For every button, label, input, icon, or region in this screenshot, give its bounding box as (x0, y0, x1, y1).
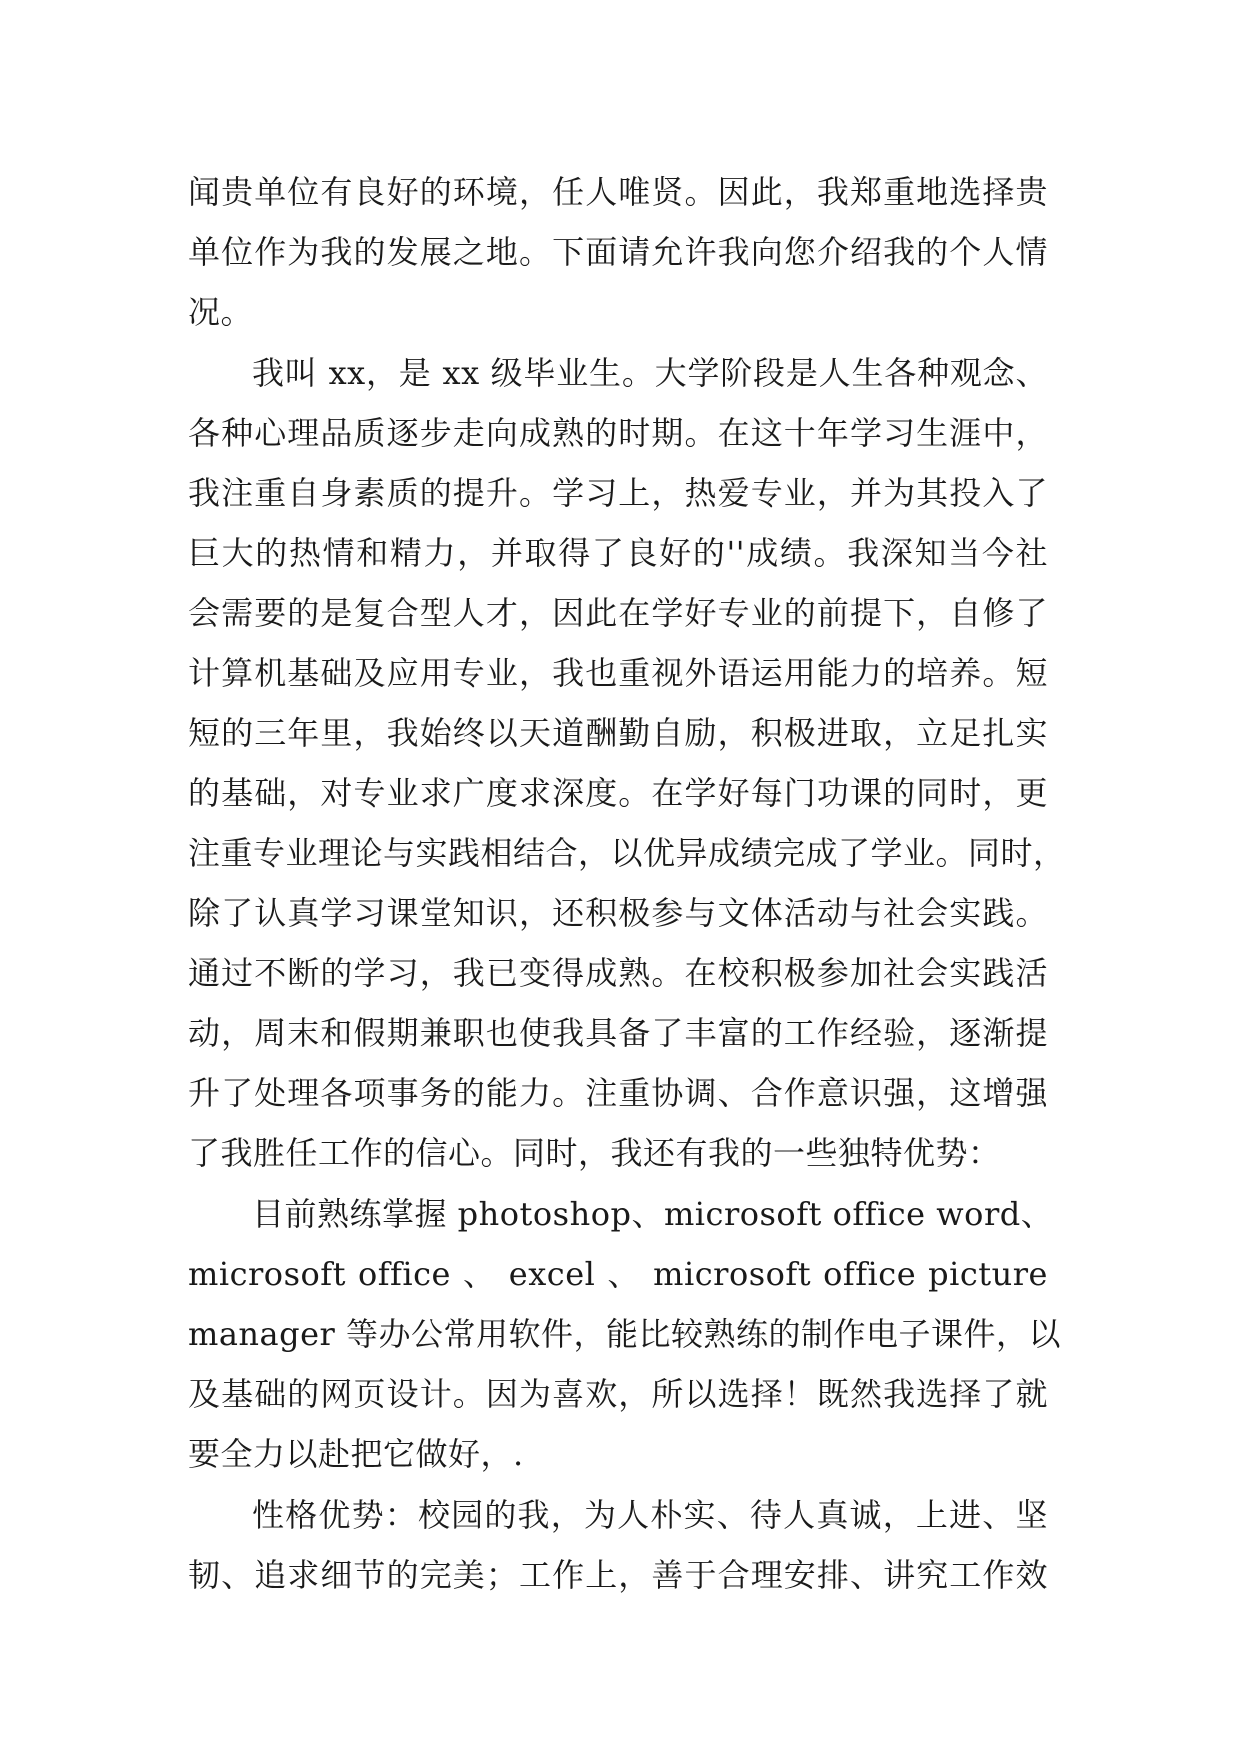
paragraph-start-line: 性格优势：校园的我，为人朴实、待人真诚，上进、坚 (252, 1496, 1048, 1534)
text-line: 动，周末和假期兼职也使我具备了丰富的工作经验，逐渐提 (188, 1014, 1048, 1052)
text-line: 单位作为我的发展之地。下面请允许我向您介绍我的个人情 (188, 233, 1048, 271)
text-line: 升了处理各项事务的能力。注重协调、合作意识强，这增强 (188, 1074, 1048, 1112)
text-line: 的基础，对专业求广度求深度。在学好每门功课的同时，更 (188, 774, 1048, 812)
text-line: microsoft office 、 excel 、 microsoft office picture (188, 1255, 1048, 1293)
paragraph-start-line: 目前熟练掌握 photoshop、microsoft office word、 (252, 1195, 1054, 1233)
text-line: 计算机基础及应用专业，我也重视外语运用能力的培养。短 (188, 654, 1048, 692)
text-line: 了我胜任工作的信心。同时，我还有我的一些独特优势： (188, 1134, 1001, 1172)
text-line: 况。 (188, 293, 254, 331)
text-line: 会需要的是复合型人才，因此在学好专业的前提下，自修了 (188, 594, 1048, 632)
text-line: 各种心理品质逐步走向成熟的时期。在这十年学习生涯中， (188, 414, 1048, 452)
text-line: manager 等办公常用软件，能比较熟练的制作电子课件，以 (188, 1315, 1062, 1353)
paragraph-start-line: 我叫 xx，是 xx 级毕业生。大学阶段是人生各种观念、 (252, 354, 1048, 392)
text-line: 我注重自身素质的提升。学习上，热爱专业，并为其投入了 (188, 474, 1048, 512)
text-line: 及基础的网页设计。因为喜欢，所以选择！既然我选择了就 (188, 1375, 1048, 1413)
text-line: 除了认真学习课堂知识，还积极参与文体活动与社会实践。 (188, 894, 1048, 932)
text-line: 短的三年里，我始终以天道酬勤自励，积极进取，立足扎实 (188, 714, 1048, 752)
text-line: 韧、追求细节的完美；工作上，善于合理安排、讲究工作效 (188, 1556, 1048, 1594)
text-line: 要全力以赴把它做好，. (188, 1435, 524, 1473)
text-line: 巨大的热情和精力，并取得了良好的''成绩。我深知当今社 (188, 534, 1048, 572)
text-line: 注重专业理论与实践相结合，以优异成绩完成了学业。同时， (188, 834, 1066, 872)
text-line: 闻贵单位有良好的环境，任人唯贤。因此，我郑重地选择贵 (188, 173, 1048, 211)
text-line: 通过不断的学习，我已变得成熟。在校积极参加社会实践活 (188, 954, 1048, 992)
